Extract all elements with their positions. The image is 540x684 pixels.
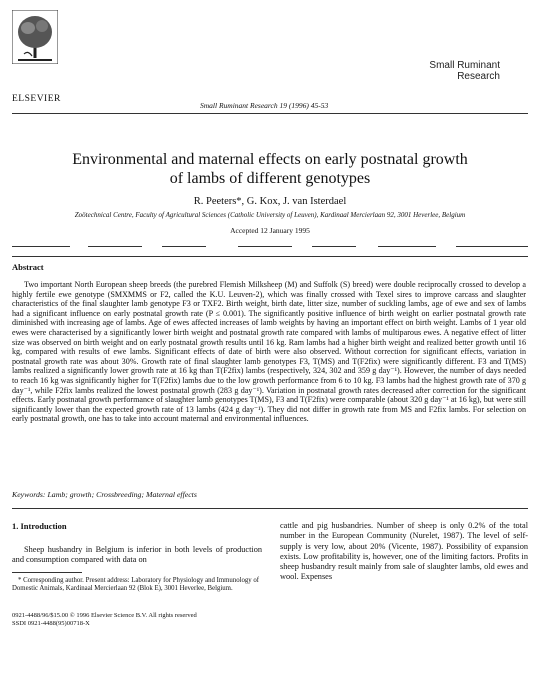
title-line-1: Environmental and maternal effects on early postnatal growth: [72, 151, 468, 168]
corresponding-author-footnote: * Corresponding author. Present address: Laboratory for Physiology and Immunology of Domestic Animals, Kardinaal Mercierlaan 92 (Blok E), 3001 Heverlee, Belgium.: [12, 577, 260, 592]
abstract-top-rule: [12, 256, 528, 257]
abstract-heading: Abstract: [12, 262, 44, 272]
keywords: [12, 490, 197, 499]
intro-paragraph-right: cattle and pig husbandries. Number of sheep is only 0.2% of the total number in the European Community (Nurelet, 1987). The level of self-supply is very low, about 20% (Vicente, 1987). Possibility of expansion exists. Low profitability is, however, one of the limiting factors. Profits in sheep husbandry result mainly from sale of slaughter lambs, old ewes and wool. Expenses: [280, 521, 528, 582]
journal-brand-line2: Research: [457, 71, 500, 82]
intro-paragraph-left: Sheep husbandry in Belgium is inferior in both levels of production and consumption compared with data on: [12, 545, 262, 564]
keywords-list: Lamb; growth; Crossbreeding; Maternal effects: [47, 490, 197, 499]
publisher-name: ELSEVIER: [12, 94, 61, 104]
journal-brand: [429, 60, 500, 82]
accepted-date: Accepted 12 January 1995: [230, 226, 310, 235]
copyright-line: 0921-4488/96/$15.00 © 1996 Elsevier Science B.V. All rights reserved: [12, 612, 197, 619]
header-divider: [12, 113, 528, 114]
abstract-body: Two important North European sheep breeds (the purebred Flemish Milksheep (M) and Suffolk (S) breed) were double reciprocally crossed to develop a highly fertile ewe genotype (SMXMMS or F2, called the K.U. Leuven-2), which was finally crossed with Texel sires to improve carcass and slaughter characteristics of the final slaughter lamb genotype F3 or TXF2. Birth weight, birth date, litter size, number of suckling lambs, age of ewe and sex of lambs had a significant influence on early postnatal growth rate (P ≤ 0.001). The significantly positive influence of birth weight on earlier postnatal growth rate diminished with increasing age of lambs. Age of ewes affected increases of lamb weights by having an important effect on birth weight. Lambs of 1 year old ewes were characterised by a significantly lower birth weight and postnatal growth rate compared with lambs of multiparous ewes. A negative effect of litter size was observed on birth weight and on early postnatal growth results until 16 kg. Ram lambs had a higher birth weight and realized better growth until 16 kg, compared with results of ewe lambs. Significant effects of date of birth were also observed. Without correction for significant effects, variation in postnatal growth rate was about 30%. Growth rate of final slaughter lamb genotypes F3, T(MS) and T(F2fix) were significantly different. F3 and T(MS) lambs realized a significantly lower growth rate at 16 kg than T(F2fix) lambs (respectively, 324, 302 and 359 g day⁻¹). However, the number of days needed to reach 16 kg was significantly higher for T(F2fix) lambs due to the low growth performance from 6 to 10 kg. F3 lambs had the highest growth rate of 370 g day⁻¹, while F2fix lambs realized the lowest postnatal growth (283 g day⁻¹). Variation in postnatal growth rates decreased after correction for the significant effects. Early postnatal growth performance of slaughter lamb genotypes T(MS), F3 and T(F2fix) were comparable (about 320 g day⁻¹ at 16 kg), but were still significantly lower than the expected growth rate of 13 lambs (424 g day⁻¹). They did not differ in growth rate from MS and F2fix lambs. For selection on early postnatal growth, one has to take into account maternal and environmental influences.: [12, 280, 526, 424]
article-title: [0, 150, 540, 188]
ssdi-line: SSDI 0921-4488(95)00718-X: [12, 619, 90, 627]
copyright-block: [12, 612, 262, 627]
separator-dashes: [12, 246, 528, 248]
title-line-2: of lambs of different genotypes: [169, 170, 371, 187]
elsevier-tree-logo: [12, 10, 58, 64]
journal-brand-line1: Small Ruminant: [429, 60, 500, 71]
abstract-bottom-rule: [12, 508, 528, 509]
section-heading-introduction: 1. Introduction: [12, 521, 67, 531]
footnote-rule: [12, 572, 82, 573]
author-list: R. Peeters*, G. Kox, J. van Isterdael: [193, 196, 347, 207]
affiliation: Zoötechnical Centre, Faculty of Agricultural Sciences (Catholic University of Leuven), Kardinaal Mercierlaan 92, 3001 Heverlee, Belgium: [74, 211, 466, 219]
keywords-label: Keywords:: [12, 490, 46, 499]
journal-reference: Small Ruminant Research 19 (1996) 45-53: [200, 101, 329, 110]
